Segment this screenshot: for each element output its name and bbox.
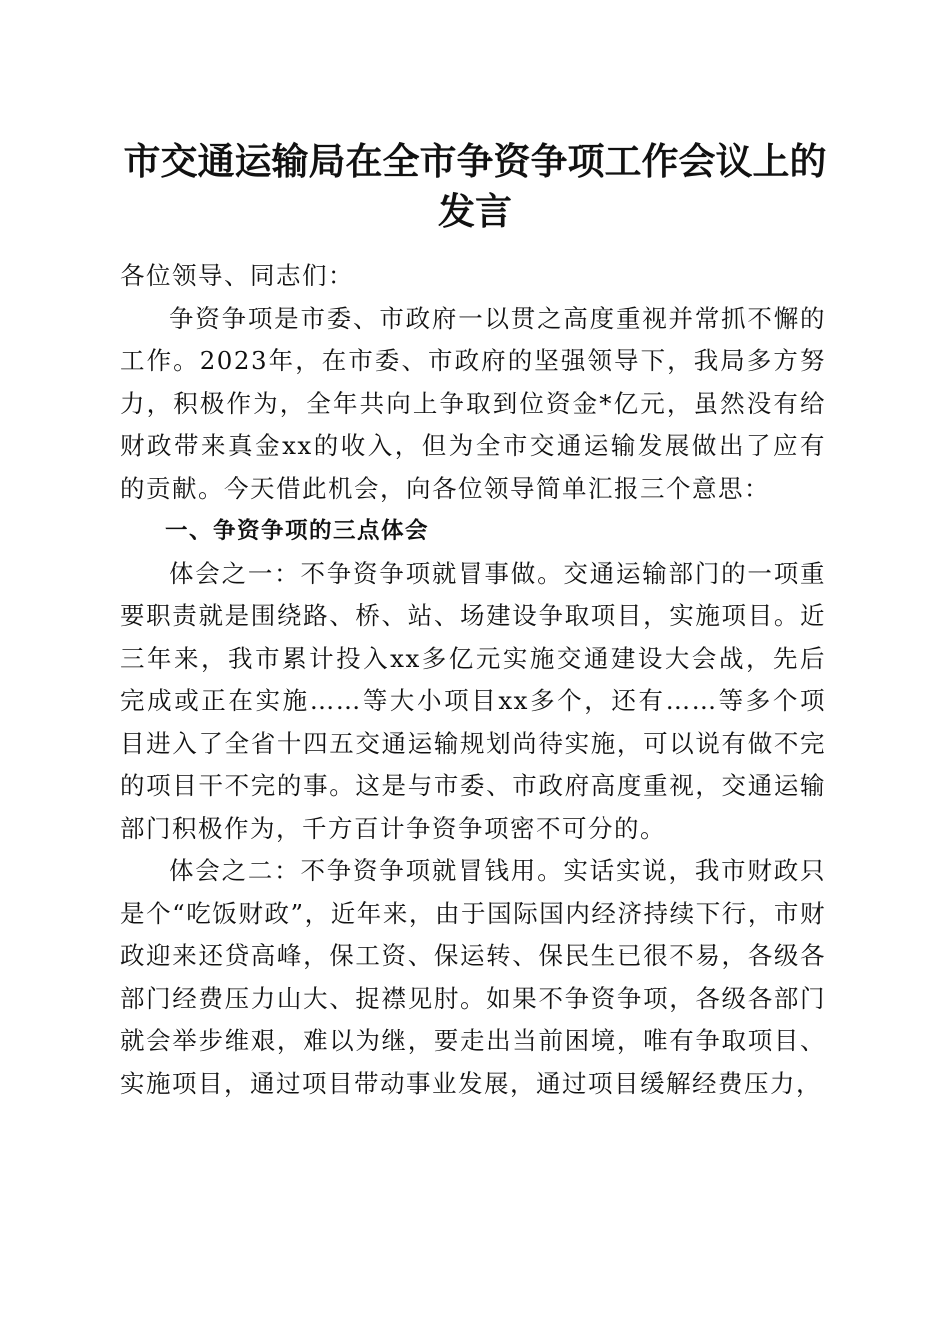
section-paragraph-1: 体会之一：不争资争项就冒事做。交通运输部门的一项重要职责就是围绕路、桥、站、场建设争取项目，实施项目。近三年来，我市累计投入xx多亿元实施交通建设大会战，先后完成或正在实施……等大小项目xx多个，还有……等多个项目进入了全省十四五交通运输规划尚待实施，可以说有做不完的项目干不完的事。这是与市委、市政府高度重视，交通运输部门积极作为，千方百计争资争项密不可分的。 [120, 558, 826, 843]
intro-paragraph: 争资争项是市委、市政府一以贯之高度重视并常抓不懈的工作。2023年，在市委、市政府的坚强领导下，我局多方努力，积极作为，全年共向上争取到位资金*亿元，虽然没有给财政带来真金xx的收入，但为全市交通运输发展做出了应有的贡献。今天借此机会，向各位领导简单汇报三个意思： [120, 303, 826, 503]
document-body [120, 255, 826, 1105]
salutation: 各位领导、同志们： [120, 261, 354, 290]
document-title: 市交通运输局在全市争资争项工作会议上的发言 [123, 139, 827, 233]
section-heading: 一、争资争项的三点体会 [165, 518, 430, 544]
section-paragraph-2: 体会之二：不争资争项就冒钱用。实话实说，我市财政只是个“吃饭财政”，近年来，由于国际国内经济持续下行，市财政迎来还贷高峰，保工资、保运转、保民生已很不易，各级各部门经费压力山大、捉襟见肘。如果不争资争项，各级各部门就会举步维艰，难以为继，要走出当前困境，唯有争取项目、实施项目，通过项目带动事业发展，通过项目缓解经费压力， [120, 856, 826, 1098]
